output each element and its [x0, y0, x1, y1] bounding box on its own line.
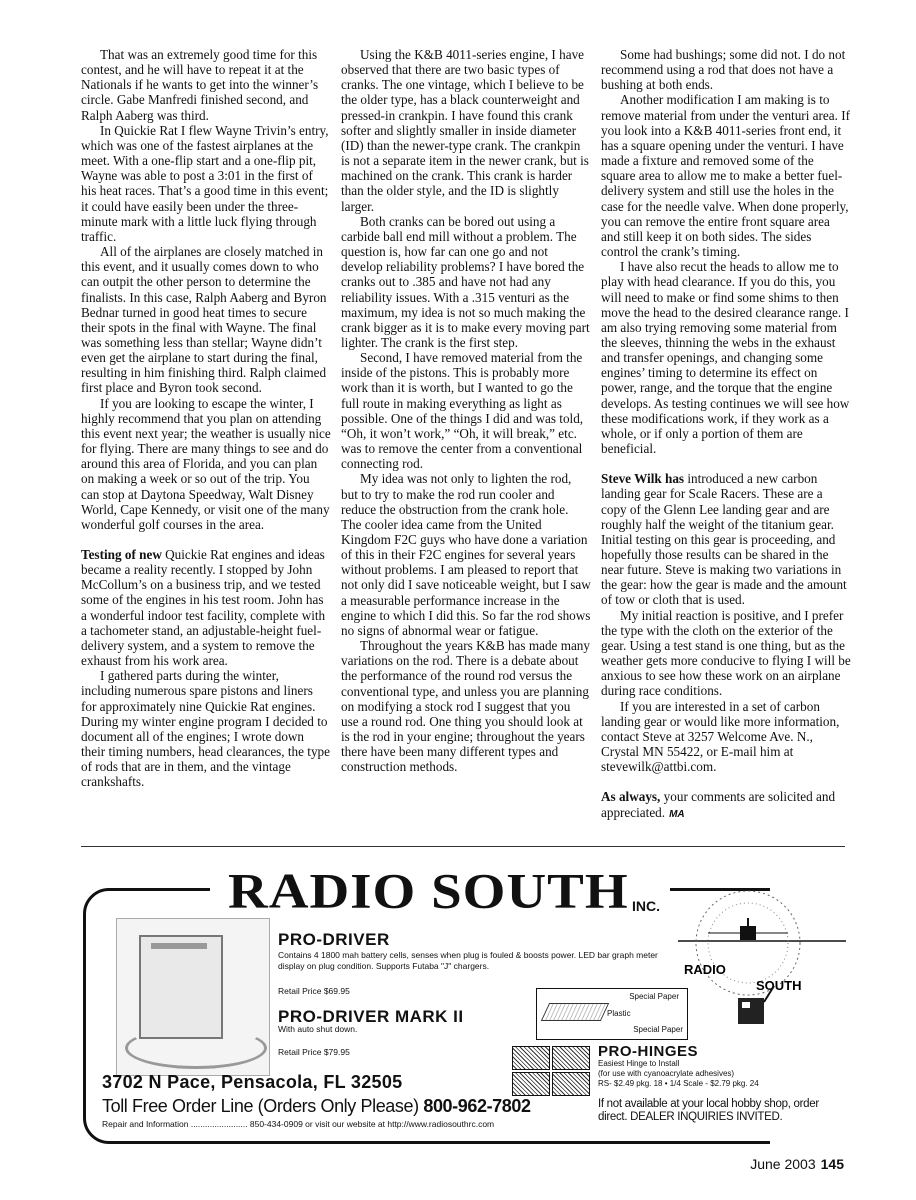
hinge-label-special-paper-top: Special Paper [629, 992, 679, 1001]
paragraph-text: That was an extremely good time for this contest, and he will have to repeat it at the Nationals if he wants to get into the winner’s circle. Gabe Manfredi finished second, and Ralph Aaberg was third. [81, 47, 319, 123]
paragraph-text: I have also recut the heads to allow me to play with head clearance. If you do this, you will need to make or find some shims to then move the head to the desired clearance range. I am also trying removing some material from the sleeves, thinning the webs in the exhaust and transfer openings, and changing some engines’ timing to determine its effect on power, range, and the torque that the engine develops. As testing continues we will see how these modifications work, if they work as a whole, or if only a portion of them are beneficial. [601, 259, 850, 457]
page-footer [750, 1156, 844, 1172]
paragraph [81, 244, 331, 396]
hinge-label-special-paper-bottom: Special Paper [633, 1025, 683, 1034]
hinge-package-icon [552, 1072, 590, 1096]
radio-south-advertisement [80, 858, 846, 1144]
pro-hinges-title: PRO-HINGES [598, 1043, 699, 1060]
paragraph-text: Quickie Rat engines and ideas became a reality recently. I stopped by John McCollum’s on a business trip, and we tested some of the engines in his test room. John has a wonderful indoor test facility, complete with a tachometer stand, an adjustable-height fuel-delivery system, and a system to remove the exhaust from his work area. [81, 547, 326, 669]
hinge-package-icon [552, 1046, 590, 1070]
paragraph [601, 471, 851, 607]
pro-hinges-desc-line2: (for use with cyanoacrylate adhesives) [598, 1069, 735, 1078]
pro-driver-description: Contains 4 1800 mah battery cells, senses when plug is fouled & boosts power. LED bar graph meter display on plug condition. Supports Futaba "J" chargers. [278, 950, 658, 971]
paragraph-text: Some had bushings; some did not. I do not recommend using a rod that does not have a bushing at both ends. [601, 47, 846, 93]
pro-hinges-icons [512, 1046, 592, 1098]
paragraph-text: Another modification I am making is to remove material from under the venturi area. If you look into a K&B 4011-series front end, it has a square opening under the venturi. I have made a fixture and removed some of the square area to allow me to make a better fuel-delivery system and still use the holes in the case for the needle valve. When done properly, you can remove the entire front square area and still keep it on both sides. The sides control the crank’s timing. [601, 92, 850, 260]
paragraph-text: your comments are solicited and appreciated. [601, 789, 836, 820]
article-column-2 [341, 47, 591, 775]
paragraph-text: If you are looking to escape the winter, I highly recommend that you plan on attending this event next year; the weather is usually nice for flying. There are many things to see and do around this area of Florida, and you can plan on making a week or so out of the trip. You can stop at Daytona Speedway, Walt Disney World, Cape Kennedy, or visit one of the many wonderful golf courses in the area. [81, 395, 331, 532]
paragraph [81, 47, 331, 123]
issue-date: June 2003 [750, 1156, 816, 1172]
pro-hinges-desc-line3: RS- $2.49 pkg. 18 • 1/4 Scale - $2.79 pkg. 24 [598, 1079, 759, 1088]
paragraph [601, 47, 851, 92]
paragraph [81, 547, 331, 668]
paragraph [81, 123, 331, 244]
logo-word-radio: RADIO [684, 962, 726, 977]
page-number: 145 [820, 1156, 844, 1172]
paragraph-text: Throughout the years K&B has made many variations on the rod. There is a debate about the performance of the round rod versus the conventional type, and unless you are planning on modifying a stock rod I suggest that you use a round rod. One thing you should look at is the rod in your engine; throughout the years there have been many different types and construction methods. [341, 638, 590, 775]
pro-driver-price: Retail Price $69.95 [278, 986, 350, 996]
pro-hinges-desc-line1: Easiest Hinge to Install [598, 1059, 680, 1068]
paragraph-text: Using the K&B 4011-series engine, I have observed that there are two basic types of cranks. The one vintage, which I believe to be the older type, has a black counterweight and pressed-in crankpin. I have found this crank softer and slightly smaller in inside diameter (ID) than the newer-type crank. The crankpin is not a separate item in the newer crank, but is machined on the crank. This crank is harder than the older style, and the ID is slightly larger. [341, 47, 589, 214]
hinge-package-icon [512, 1046, 550, 1070]
hinge-illustration [541, 1003, 609, 1021]
ad-repair-info: Repair and Information ........................ 850-434-0909 or visit our website at http://www.radiosouthrc.com [102, 1119, 495, 1129]
logo-word-south: SOUTH [756, 978, 802, 993]
author-sign-off: MA [669, 808, 685, 820]
paragraph [601, 608, 851, 699]
hinge-label-plastic: Plastic [607, 1009, 631, 1018]
article-column-3 [601, 47, 851, 822]
paragraph-text: My idea was not only to lighten the rod, but to try to make the rod run cooler and reduce the obstruction from the crank hole. The cooler idea came from the United Kingdom F2C guys who have done a variation of this in their F2C engines for several years without problems. I am pleased to report that not only did I save noticeable weight, but I saw a measurable performance increase in the engine to which I did this. So far the rod shows no signs of abnormal wear or fatigue. [341, 471, 591, 638]
paragraph [601, 789, 851, 821]
hinge-diagram [536, 988, 688, 1040]
dealer-notice: If not available at your local hobby shop, order direct. DEALER INQUIRIES INVITED. [598, 1098, 819, 1123]
paragraph [341, 350, 591, 471]
paragraph [81, 668, 331, 789]
paragraph [341, 47, 591, 214]
paragraph-text: In Quickie Rat I flew Wayne Trivin’s entry, which was one of the fastest airplanes at the meet. With a one-flip start and a one-flip pit, Wayne was able to post a 3:01 in the first of his heat races. That’s a good time in this event; it could have easily been under the three-minute mark with a little luck flying through traffic. [81, 122, 329, 244]
tollfree-label: Toll Free Order Line (Orders Only Please) [102, 1096, 419, 1116]
paragraph [341, 214, 591, 350]
pro-driver-title: PRO-DRIVER [278, 930, 390, 949]
paragraph-text: My initial reaction is positive, and I prefer the type with the cloth on the exterior of the gear. Using a test stand is one thing, but as the weather gets more conducive to flying I will be anxious to see how these work on an airplane during race conditions. [601, 607, 851, 699]
paragraph-text: introduced a new carbon landing gear for Scale Racers. These are a copy of the Glenn Lee landing gear and are roughly half the weight of the titanium gear. Initial testing on this gear is proceeding, and hopefully those results can be shared in the near future. Steve is making two variations in the gear: how the gear is made and the amount of tow or cloth that is used. [601, 471, 847, 608]
paragraph [81, 396, 331, 532]
pro-driver-mark-ii-price: Retail Price $79.95 [278, 1047, 350, 1057]
run-in-heading: Steve Wilk has [601, 471, 685, 487]
paragraph-text: I gathered parts during the winter, including numerous spare pistons and liners for approximately nine Quickie Rat engines. During my winter engine program I decided to document all of the engines; I wrote down their timing numbers, head clearances, the type of rods that are in them, and the vintage crankshafts. [81, 668, 331, 790]
pro-driver-mark-ii-description: With auto shut down. [278, 1024, 358, 1034]
ad-address: 3702 N Pace, Pensacola, FL 32505 [102, 1072, 403, 1092]
paragraph-text: Second, I have removed material from the inside of the pistons. This is probably more work than it is worth, but I wanted to go the full route in making everything as light as possible. One of the things I did and was told, “Oh, it won’t work,” “Oh, it will break,” etc. was to remove the center from a conventional connecting rod. [341, 350, 584, 472]
run-in-heading: Testing of new [81, 547, 162, 562]
paragraph [601, 699, 851, 775]
paragraph [341, 638, 591, 774]
paragraph-text: All of the airplanes are closely matched in this event, and it usually comes down to who can outpit the other person to determine the finalists. In this case, Ralph Aaberg and Byron Bednar turned in good heat times to secure their spots in the final with Wayne. The final was something less than stellar; Wayne didn’t even get the airplane to start during the final, resulting in him finishing third. Ralph claimed first place and Byron took second. [81, 244, 327, 396]
paragraph-text: If you are interested in a set of carbon landing gear or would like more information, contact Steve at 3257 Welcome Ave. N., Crystal MN 55422, or E-mail him at stevewilk@attbi.com. [601, 698, 840, 775]
ad-brand-inc: INC. [632, 898, 660, 914]
run-in-heading: As always, [601, 789, 661, 805]
hinge-package-icon [512, 1072, 550, 1096]
paragraph-text: Both cranks can be bored out using a carbide ball end mill without a problem. The question is, how far can one go and not develop reliability problems? I have bored the cranks out to .385 and have not had any reliability issues. With a .315 venturi as the maximum, my idea is not so much making the crank bigger as it is to make every moving part lighter. The crank is the first step. [341, 213, 590, 350]
tollfree-number: 800-962-7802 [423, 1096, 531, 1116]
pro-driver-mark-ii-title: PRO-DRIVER MARK II [278, 1007, 464, 1026]
paragraph [341, 471, 591, 638]
ad-brand-name: RADIO SOUTH [228, 863, 629, 919]
section-divider [81, 846, 845, 847]
article-column-1 [81, 47, 331, 790]
pro-hinges-description [598, 1059, 828, 1089]
ad-tollfree-line [102, 1096, 531, 1117]
paragraph [601, 259, 851, 456]
paragraph [601, 92, 851, 259]
radio-south-logo-icon [678, 878, 846, 1028]
pro-driver-product-photo [116, 918, 270, 1076]
